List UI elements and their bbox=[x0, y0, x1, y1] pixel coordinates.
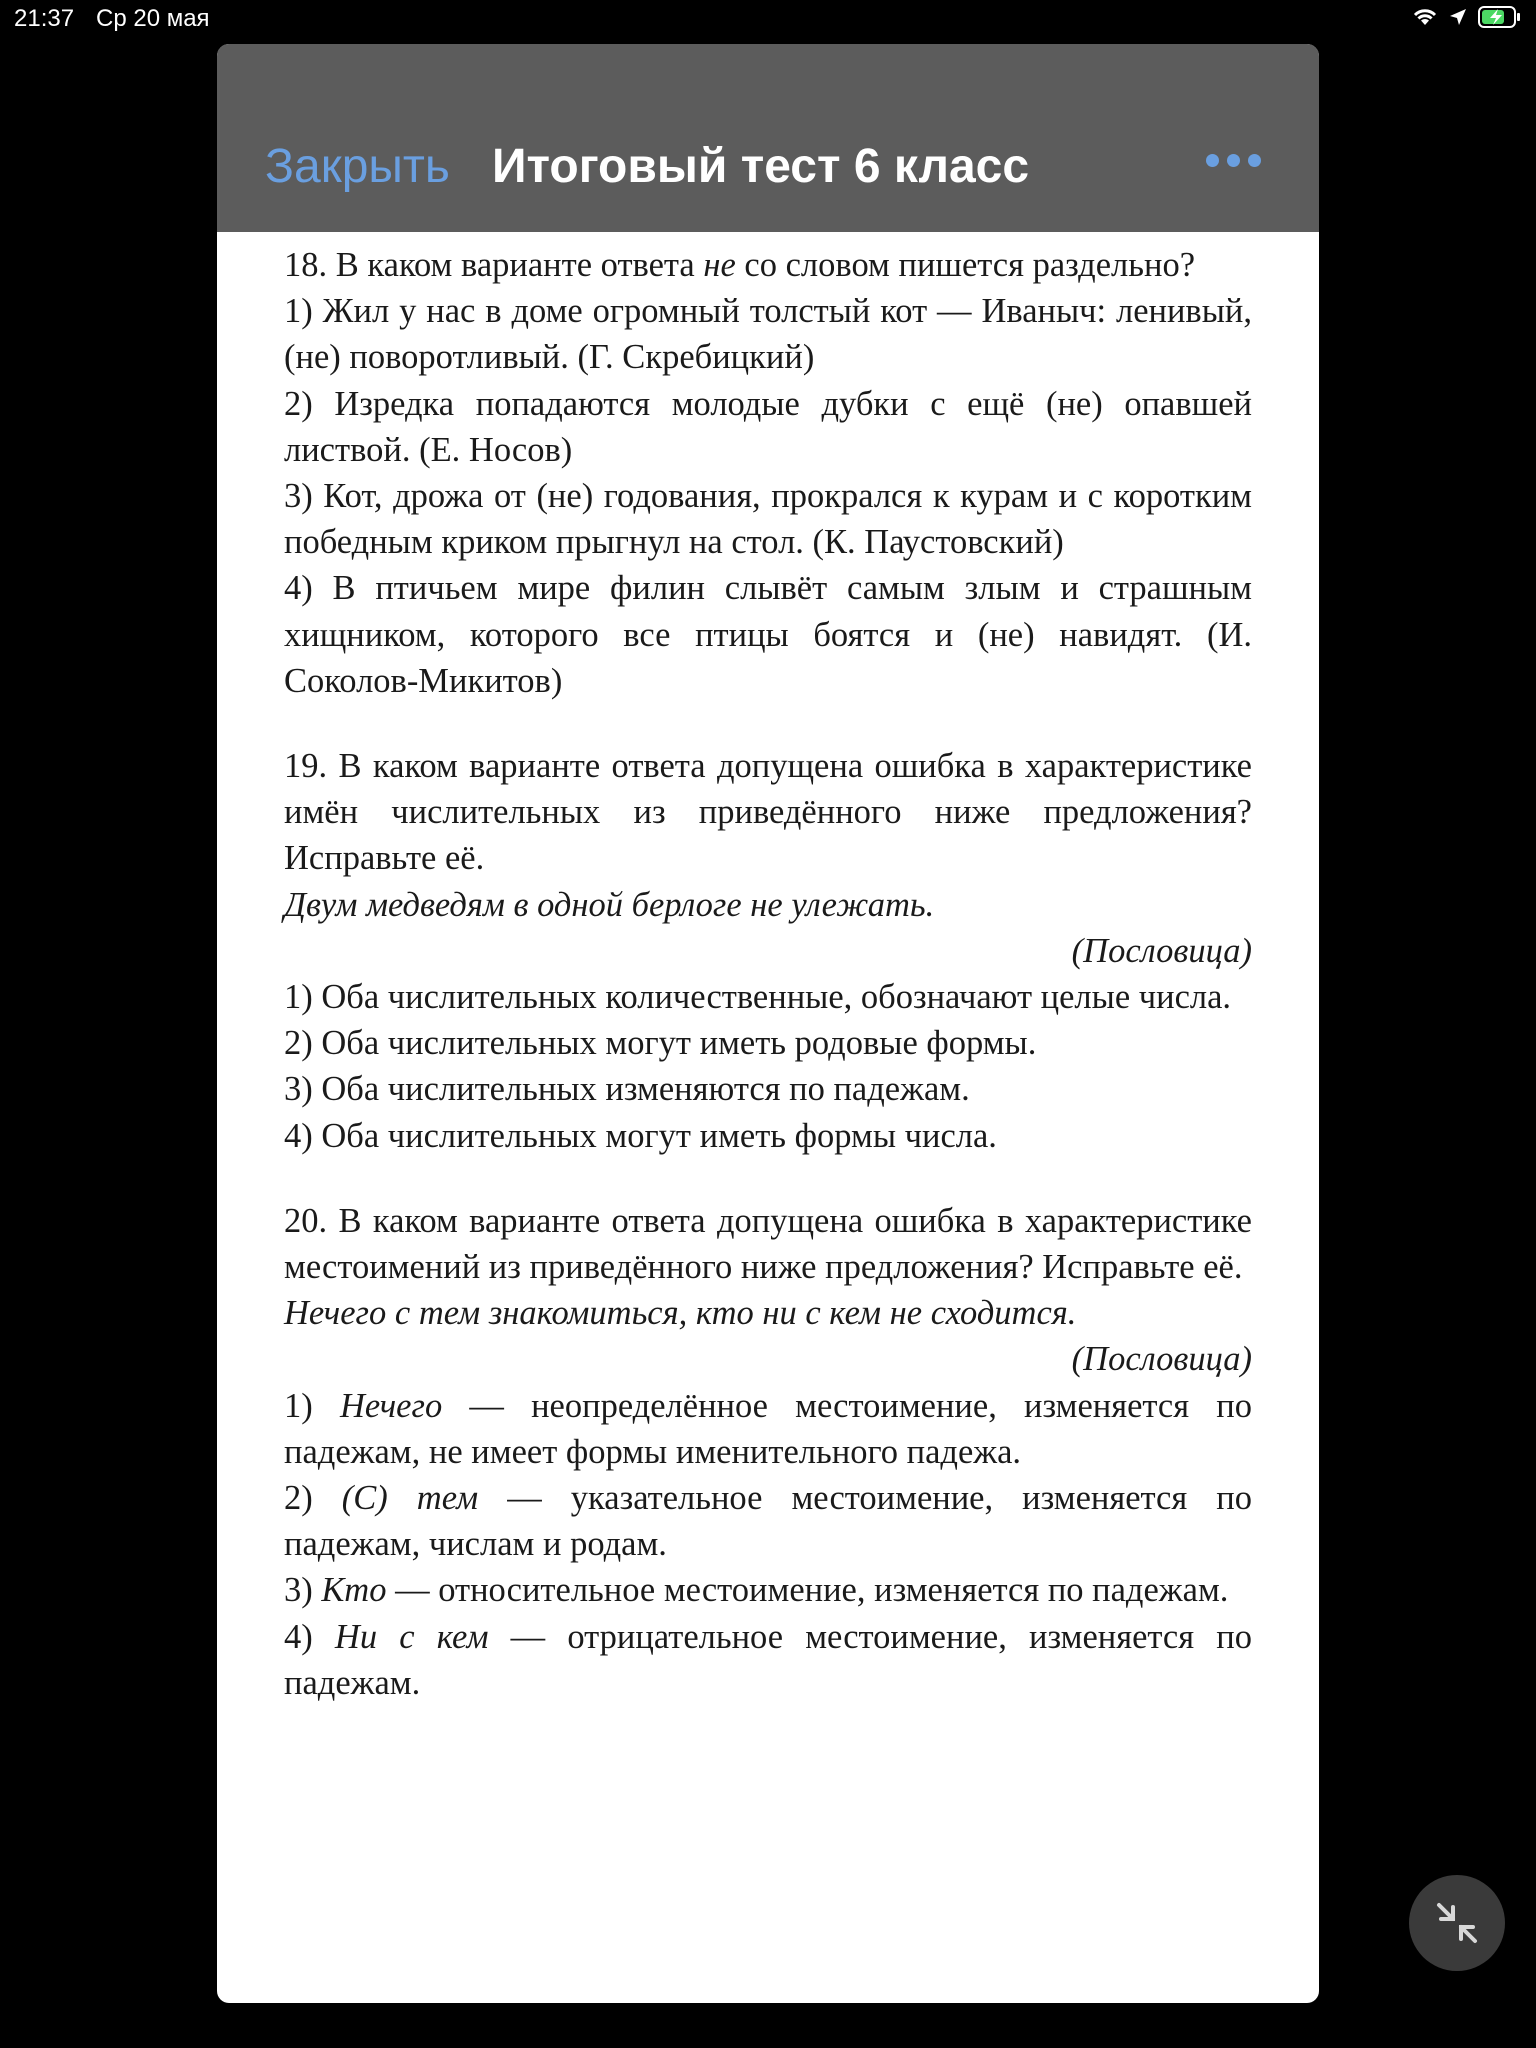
ellipsis-dot bbox=[1227, 154, 1240, 167]
more-options-button[interactable] bbox=[1206, 154, 1261, 167]
wifi-icon bbox=[1412, 7, 1438, 27]
status-date: Ср 20 мая bbox=[96, 5, 210, 32]
document-viewer bbox=[217, 44, 1319, 2003]
ellipsis-dot bbox=[1248, 154, 1261, 167]
status-time: 21:37 bbox=[14, 5, 75, 32]
question-20-option-1: 1) Нечего — неопределённое местоимение, изменяется по падежам, не имеет формы именительного падежа. bbox=[284, 1386, 1252, 1471]
question-20-heading: 20. В каком варианте ответа допущена ошибка в характеристике местоимений из приведённого ниже предложения? Исправьте её. bbox=[284, 1201, 1252, 1287]
question-20-option-3: 3) Кто — относительное местоимение, изменяется по падежам. bbox=[284, 1571, 1229, 1610]
question-18-option-1: 1) Жил у нас в доме огромный толстый кот — Иваныч: ленивый, (не) поворотливый. (Г. Скребицкий) bbox=[284, 292, 1252, 377]
spacer bbox=[284, 704, 1252, 743]
close-button[interactable]: Закрыть bbox=[265, 140, 450, 193]
document-content bbox=[284, 242, 1252, 1706]
question-18-option-3: 3) Кот, дрожа от (не) годования, прокрался к курам и с коротким победным криком прыгнул на стол. (К. Паустовский) bbox=[284, 477, 1252, 562]
question-18-option-4: 4) В птичьем мире филин слывёт самым злым и страшным хищником, которого все птицы боятся и (не) навидят. (И. Соколов-Микитов) bbox=[284, 569, 1252, 700]
collapse-button[interactable] bbox=[1409, 1875, 1505, 1971]
question-19-heading: 19. В каком варианте ответа допущена ошибка в характеристике имён числительных из приведённого ниже предложения? Исправьте её. bbox=[284, 747, 1252, 878]
location-arrow-icon bbox=[1448, 7, 1468, 27]
question-20-quote: Нечего с тем знакомиться, кто ни с кем не сходится. bbox=[284, 1294, 1077, 1333]
question-19-option-2: 2) Оба числительных могут иметь родовые формы. bbox=[284, 1024, 1037, 1063]
ellipsis-icon bbox=[1206, 154, 1219, 167]
question-20-option-4: 4) Ни с кем — отрицательное местоимение, изменяется по падежам. bbox=[284, 1617, 1252, 1702]
question-19-option-3: 3) Оба числительных изменяются по падежам. bbox=[284, 1070, 970, 1109]
question-20-option-2: 2) (С) тем — указательное местоимение, изменяется по падежам, числам и родам. bbox=[284, 1479, 1252, 1564]
status-icons bbox=[1412, 6, 1522, 28]
spacer bbox=[284, 1159, 1252, 1198]
question-19-quote: Двум медведям в одной берлоге не улежать. bbox=[284, 885, 935, 924]
collapse-arrows-icon bbox=[1409, 1875, 1505, 1971]
document-title: Итоговый тест 6 класс bbox=[492, 140, 1030, 193]
battery-charging-icon bbox=[1478, 6, 1522, 28]
question-18-heading: 18. В каком варианте ответа не со словом пишется раздельно? bbox=[284, 246, 1196, 284]
question-19-option-1: 1) Оба числительных количественные, обозначают целые числа. bbox=[284, 978, 1232, 1017]
question-19-source: (Пословица) bbox=[1071, 931, 1252, 970]
question-20-source: (Пословица) bbox=[1071, 1340, 1252, 1379]
question-18-option-2: 2) Изредка попадаются молодые дубки с ещё (не) опавшей листвой. (Е. Носов) bbox=[284, 384, 1252, 469]
viewer-navbar bbox=[217, 44, 1319, 232]
status-bar bbox=[0, 0, 1536, 40]
question-19-option-4: 4) Оба числительных могут иметь формы числа. bbox=[284, 1116, 997, 1155]
